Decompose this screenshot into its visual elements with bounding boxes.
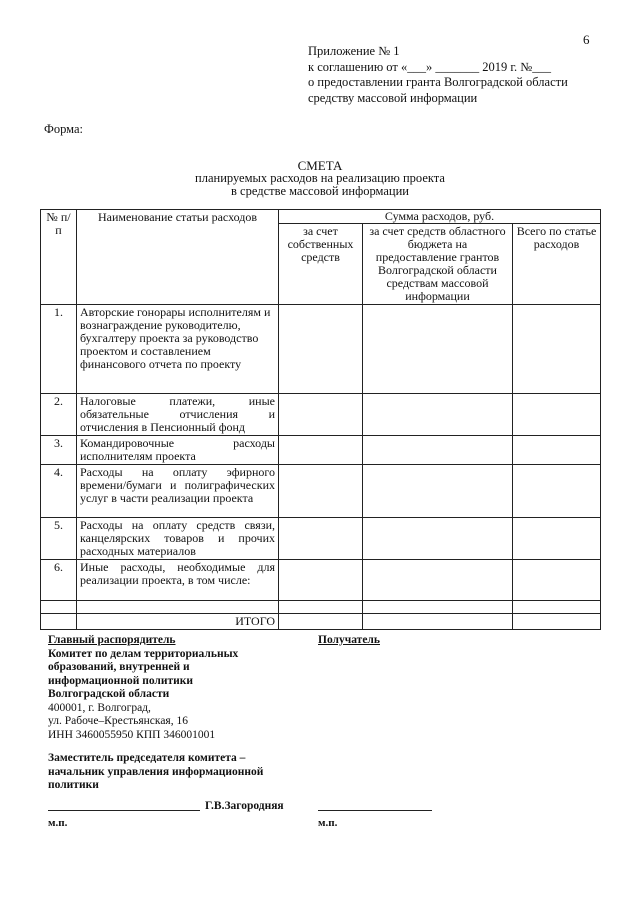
row-grant-value[interactable] (363, 465, 513, 518)
row-grant-value[interactable] (363, 560, 513, 601)
row-num: 5. (41, 518, 77, 560)
row-total-value[interactable] (513, 465, 601, 518)
row-total-value[interactable] (513, 436, 601, 465)
row-total-value[interactable] (513, 560, 601, 601)
row-own-value[interactable] (279, 465, 363, 518)
table-row (41, 518, 601, 560)
row-grant-value[interactable] (363, 436, 513, 465)
table-row (41, 436, 601, 465)
right-party-heading: Получатель (318, 634, 380, 646)
deputy-line: политики (48, 779, 99, 791)
appendix-line: Приложение № 1 (308, 44, 400, 58)
appendix-header (308, 44, 568, 106)
left-party-heading: Главный распорядитель (48, 634, 176, 646)
table-row (41, 305, 601, 394)
total-grant-value[interactable] (363, 614, 513, 630)
row-num: 1. (41, 305, 77, 394)
address-line: 400001, г. Волгоград, (48, 701, 151, 714)
stamp-place-left: м.п. (48, 817, 68, 829)
row-spacer (363, 601, 513, 614)
org-line: Комитет по делам территориальных (48, 647, 239, 660)
appendix-line: средству массовой информации (308, 90, 478, 105)
row-spacer (41, 601, 77, 614)
row-grant-value[interactable] (363, 394, 513, 436)
stamp-place-right: м.п. (318, 817, 338, 829)
org-line: информационной политики (48, 674, 194, 687)
appendix-line: к соглашению от «___» _______ 2019 г. №___ (308, 59, 551, 74)
row-grant-value[interactable] (363, 518, 513, 560)
row-spacer (513, 601, 601, 614)
row-own-value[interactable] (279, 394, 363, 436)
row-spacer (77, 601, 279, 614)
left-party-block (48, 634, 298, 742)
row-name: Налоговые платежи, иные обязательные отчисления и отчисления в Пенсионный фонд (77, 394, 279, 436)
deputy-line: начальник управления информационной (48, 765, 264, 778)
total-total-value[interactable] (513, 614, 601, 630)
header-grant-funds: за счет средств областного бюджета на предоставление грантов Волгоградской области средствам массовой информации (363, 224, 513, 305)
row-num: 3. (41, 436, 77, 465)
row-name: Расходы на оплату средств связи, канцелярских товаров и прочих расходных материалов (77, 518, 279, 560)
page-number: 6 (583, 32, 590, 47)
document-subtitle: планируемых расходов на реализацию проекта (195, 171, 445, 185)
row-own-value[interactable] (279, 518, 363, 560)
org-line: образований, внутренней и (48, 661, 190, 673)
row-num: 2. (41, 394, 77, 436)
row-name: Расходы на оплату эфирного времени/бумаги и полиграфических услуг в части реализации проекта (77, 465, 279, 518)
total-own-value[interactable] (279, 614, 363, 630)
header-total: Всего по статье расходов (513, 224, 601, 305)
appendix-line: о предоставлении гранта Волгоградской области (308, 75, 568, 89)
total-row (41, 614, 601, 630)
row-total-value[interactable] (513, 394, 601, 436)
signature-line-left[interactable] (48, 809, 200, 811)
row-num: 4. (41, 465, 77, 518)
table-row (41, 394, 601, 436)
row-total-value[interactable] (513, 305, 601, 394)
document-subtitle: в средстве массовой информации (231, 184, 409, 198)
org-line: Волгоградской области (48, 688, 170, 700)
row-total-value[interactable] (513, 518, 601, 560)
signatory-name: Г.В.Загородняя (205, 800, 284, 812)
right-party-block (318, 634, 380, 646)
row-grant-value[interactable] (363, 305, 513, 394)
row-name: Иные расходы, необходимые для реализации проекта, в том числе: (77, 560, 279, 601)
inn-line: ИНН 3460055950 КПП 346001001 (48, 728, 216, 741)
total-label: ИТОГО (77, 614, 279, 630)
header-num: № п/п (41, 210, 77, 305)
table-row (41, 465, 601, 518)
row-own-value[interactable] (279, 305, 363, 394)
address-line: ул. Рабоче–Крестьянская, 16 (48, 715, 188, 727)
row-spacer (279, 601, 363, 614)
signature-line-right[interactable] (318, 809, 432, 811)
header-name: Наименование статьи расходов (77, 210, 279, 305)
deputy-line: Заместитель председателя комитета – (48, 752, 246, 764)
row-name: Командировочные расходы исполнителям проекта (77, 436, 279, 465)
table-header-row (41, 210, 601, 224)
deputy-title (48, 752, 348, 793)
total-empty (41, 614, 77, 630)
row-own-value[interactable] (279, 560, 363, 601)
row-num: 6. (41, 560, 77, 601)
budget-table (40, 209, 601, 630)
table-row (41, 601, 601, 614)
row-name: Авторские гонорары исполнителям и вознаграждение руководителю, бухгалтеру проекта за руководство проектом и составлением финансового отчета по проекту (77, 305, 279, 394)
row-own-value[interactable] (279, 436, 363, 465)
document-title: СМЕТА (297, 158, 343, 173)
header-sum: Сумма расходов, руб. (279, 210, 601, 224)
header-own-funds: за счет собственных средств (279, 224, 363, 305)
form-label: Форма: (44, 122, 84, 136)
table-row (41, 560, 601, 601)
